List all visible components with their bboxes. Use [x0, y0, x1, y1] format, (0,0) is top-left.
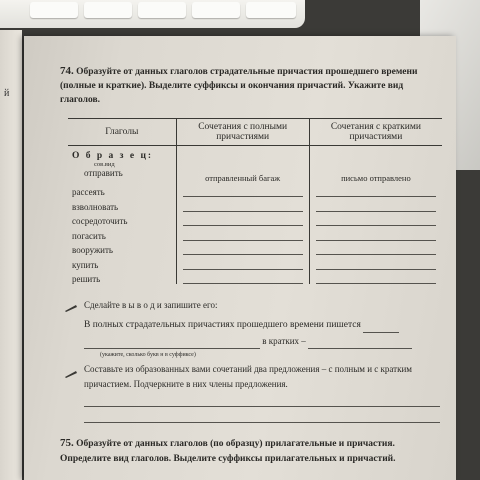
exercise-75-number: 75. — [60, 437, 74, 449]
task1-line2: в кратких – — [262, 336, 306, 346]
verb-label: решить — [72, 274, 101, 284]
verb-label: взволновать — [72, 201, 119, 212]
pen-icon — [64, 304, 78, 312]
full-participle-blank[interactable] — [183, 201, 303, 212]
header-full: Сочетания с полными причастиями — [176, 119, 309, 146]
exercise-75-text: Образуйте от данных глаголов (по образцу) прилагательные и причастия. Определите вид глаголов. Выделите суффиксы прилагательных и причастий. — [60, 439, 396, 464]
verb-label: вооружить — [72, 245, 114, 255]
keyboard — [0, 0, 305, 28]
answer-line-1[interactable] — [84, 406, 440, 407]
answer-blank-2[interactable] — [84, 338, 260, 349]
exercise-74-title — [60, 64, 440, 107]
task1-instruction: Сделайте в ы в о д и запишите его: — [84, 300, 218, 310]
full-participle-blank[interactable] — [183, 186, 303, 197]
table-row — [68, 197, 442, 212]
verbs-table — [68, 118, 442, 284]
short-participle-blank[interactable] — [316, 230, 436, 241]
sample-row — [68, 161, 442, 183]
answer-blank-3[interactable] — [308, 338, 412, 349]
table-row — [68, 212, 442, 227]
short-participle-blank[interactable] — [316, 186, 436, 197]
sample-full: отправленный багаж — [176, 161, 309, 183]
answer-blank-1[interactable] — [363, 322, 399, 333]
verb-label: купить — [72, 259, 99, 270]
full-participle-blank[interactable] — [183, 259, 303, 270]
sample-short: письмо отправлено — [309, 161, 442, 183]
verb-label: рассеять — [72, 187, 105, 197]
sample-label: О б р а з е ц: — [72, 150, 154, 161]
exercise-74-number: 74. — [60, 65, 74, 77]
exercise-74-text: Образуйте от данных глаголов страдательные причастия прошедшего времени (полные и краткие). Выделите суффиксы и окончания причастий. Укажите вид глаголов. — [60, 67, 418, 105]
sample-label-row — [68, 146, 442, 161]
exercise-75-title — [60, 436, 438, 467]
task2-instruction: Составьте из образованных вами сочетаний два предложения – с полным и с кратким причастием. Подчеркните в них члены предложения. — [84, 364, 412, 389]
full-participle-blank[interactable] — [183, 215, 303, 226]
verb-label: погасить — [72, 230, 106, 241]
full-participle-blank[interactable] — [183, 230, 303, 241]
table-row — [68, 270, 442, 285]
table-header-row — [68, 119, 442, 146]
task1-line1: В полных страдательных причастиях прошедшего времени пишется — [84, 320, 361, 330]
short-participle-blank[interactable] — [316, 244, 436, 255]
task1-note: (укажите, сколько букв н в суффиксе) — [100, 352, 196, 358]
answer-line-2[interactable] — [84, 422, 440, 423]
full-participle-blank[interactable] — [183, 244, 303, 255]
short-participle-blank[interactable] — [316, 201, 436, 212]
table-row — [68, 241, 442, 256]
header-short: Сочетания с краткими причастиями — [309, 119, 442, 146]
table-row — [68, 226, 442, 241]
pen-icon — [64, 370, 78, 378]
sample-aspect: сов.вид — [94, 160, 115, 168]
short-participle-blank[interactable] — [316, 273, 436, 284]
short-participle-blank[interactable] — [316, 259, 436, 270]
table-row — [68, 255, 442, 270]
full-participle-blank[interactable] — [183, 273, 303, 284]
workbook-page — [24, 36, 456, 480]
left-page-glyph: й — [4, 88, 10, 99]
sample-verb: отправить — [84, 167, 123, 178]
verb-label: сосредоточить — [72, 216, 128, 226]
header-verbs: Глаголы — [68, 119, 176, 146]
table-row — [68, 183, 442, 198]
short-participle-blank[interactable] — [316, 215, 436, 226]
left-page — [0, 30, 22, 480]
